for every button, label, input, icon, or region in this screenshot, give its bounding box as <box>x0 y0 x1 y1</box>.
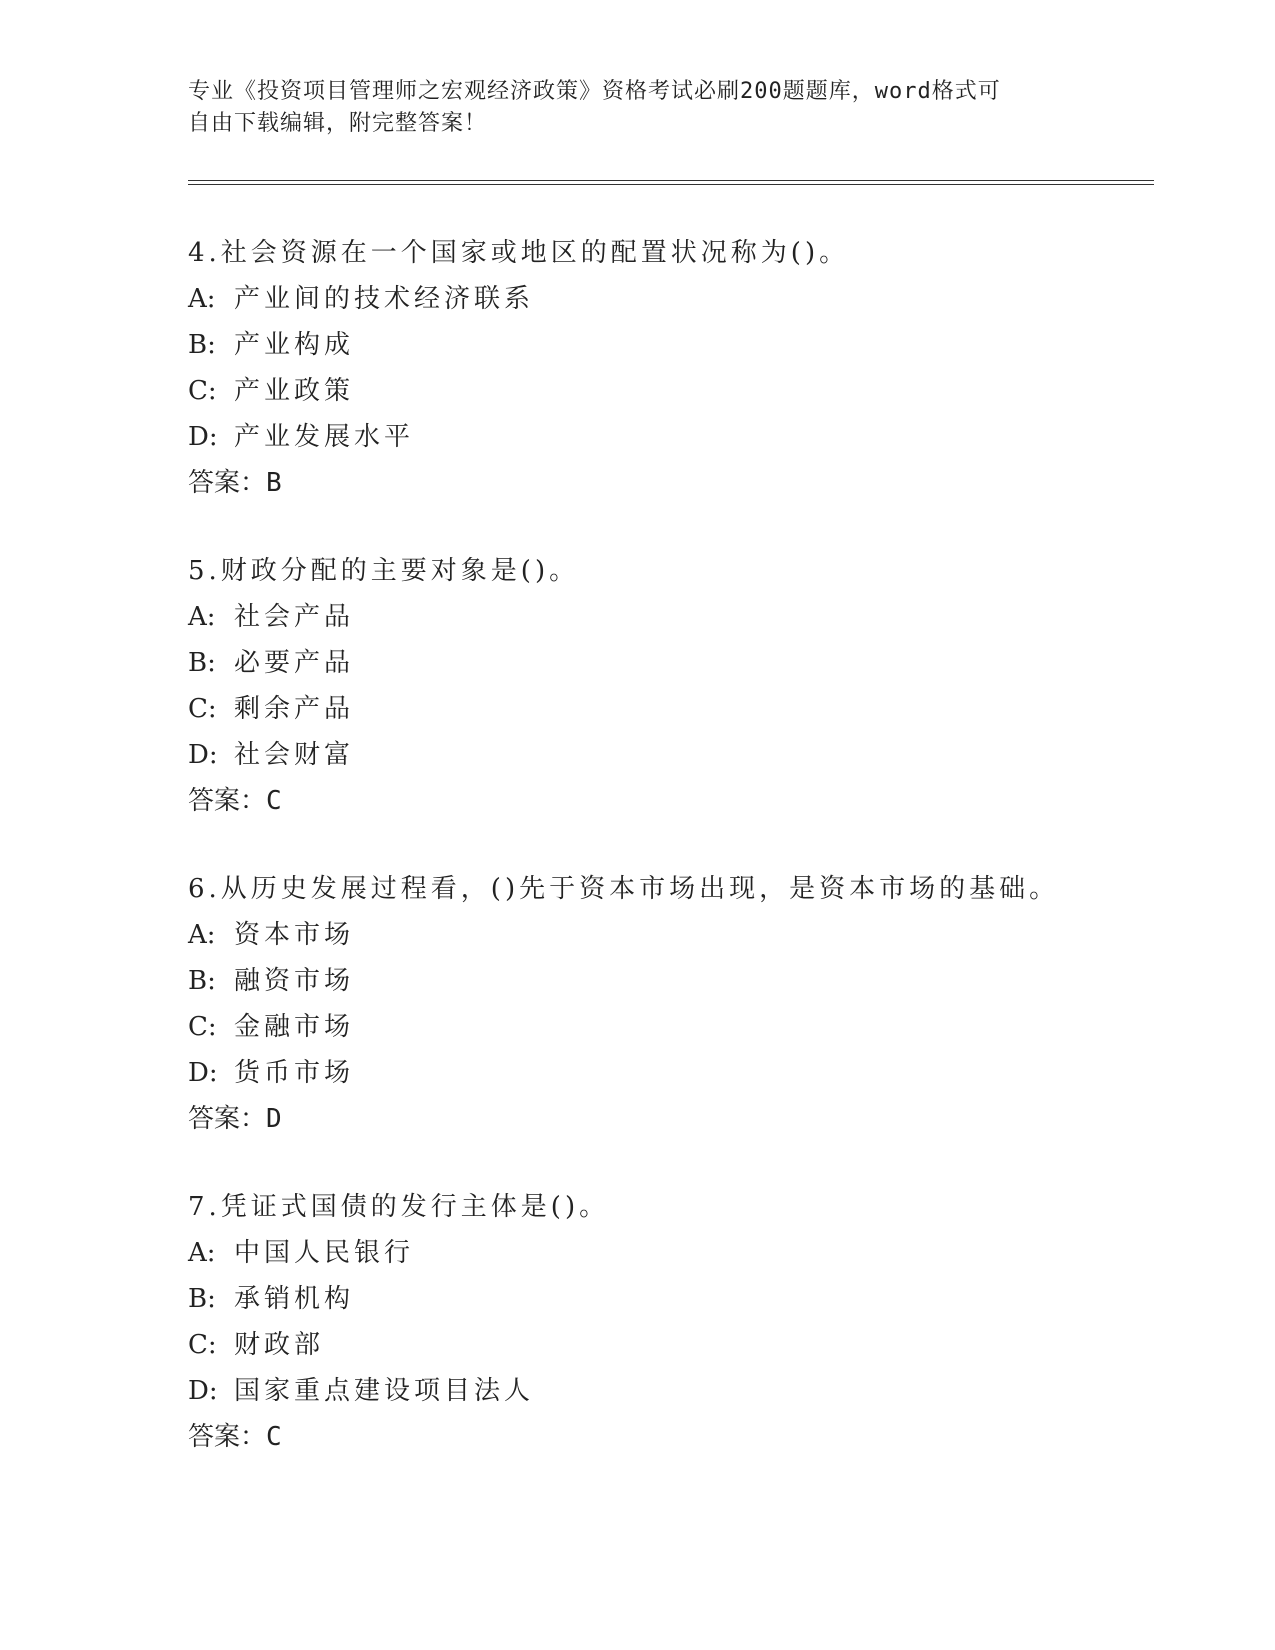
header-line-2: 自由下载编辑，附完整答案！ <box>188 111 488 136</box>
option-a <box>188 276 1168 322</box>
question-block <box>188 866 1168 1142</box>
answer-line <box>188 778 1168 824</box>
option-a <box>188 912 1168 958</box>
answer-value: C <box>266 786 282 816</box>
option-letter: D: <box>188 422 218 452</box>
option-text: 融资市场 <box>234 966 355 996</box>
question-stem: 6.从历史发展过程看，()先于资本市场出现，是资本市场的基础。 <box>188 874 1060 904</box>
option-c <box>188 686 1168 732</box>
option-d <box>188 732 1168 778</box>
question-block <box>188 548 1168 824</box>
option-letter: D: <box>188 1376 218 1406</box>
option-b <box>188 640 1168 686</box>
answer-line <box>188 460 1168 506</box>
option-letter: C: <box>188 1330 217 1360</box>
option-d <box>188 1050 1168 1096</box>
option-letter: C: <box>188 376 217 406</box>
question-block <box>188 1184 1168 1460</box>
option-c <box>188 1322 1168 1368</box>
option-text: 国家重点建设项目法人 <box>234 1376 535 1406</box>
answer-label: 答案： <box>188 786 267 816</box>
option-letter: B: <box>188 330 216 360</box>
option-letter: B: <box>188 966 216 996</box>
answer-label: 答案： <box>188 468 267 498</box>
question-stem: 4.社会资源在一个国家或地区的配置状况称为()。 <box>188 238 850 268</box>
question-stem: 5.财政分配的主要对象是()。 <box>188 556 580 586</box>
option-d <box>188 1368 1168 1414</box>
answer-label: 答案： <box>188 1422 267 1452</box>
option-text: 必要产品 <box>234 648 355 678</box>
option-text: 财政部 <box>234 1330 325 1360</box>
option-c <box>188 1004 1168 1050</box>
option-b <box>188 1276 1168 1322</box>
option-letter: C: <box>188 1012 217 1042</box>
answer-label: 答案： <box>188 1104 267 1134</box>
option-text: 产业政策 <box>234 376 355 406</box>
option-a <box>188 594 1168 640</box>
option-letter: A: <box>188 284 216 314</box>
header-line-1: 专业《投资项目管理师之宏观经济政策》资格考试必刷200题题库，word格式可 <box>188 79 1001 104</box>
option-letter: A: <box>188 602 216 632</box>
option-letter: D: <box>188 1058 218 1088</box>
option-text: 社会产品 <box>234 602 355 632</box>
question-stem: 7.凭证式国债的发行主体是()。 <box>188 1192 610 1222</box>
option-letter: A: <box>188 1238 216 1268</box>
document-header <box>188 76 1088 140</box>
header-divider-bottom <box>188 184 1154 185</box>
option-text: 产业间的技术经济联系 <box>234 284 535 314</box>
option-a <box>188 1230 1168 1276</box>
option-text: 产业发展水平 <box>234 422 415 452</box>
option-letter: B: <box>188 648 216 678</box>
option-text: 承销机构 <box>234 1284 355 1314</box>
answer-value: C <box>266 1422 282 1452</box>
option-b <box>188 322 1168 368</box>
header-divider-top <box>188 180 1154 181</box>
option-text: 货币市场 <box>234 1058 355 1088</box>
option-letter: D: <box>188 740 218 770</box>
option-text: 产业构成 <box>234 330 355 360</box>
option-letter: C: <box>188 694 217 724</box>
option-b <box>188 958 1168 1004</box>
option-c <box>188 368 1168 414</box>
answer-value: D <box>266 1104 282 1134</box>
option-text: 中国人民银行 <box>234 1238 415 1268</box>
option-text: 剩余产品 <box>234 694 355 724</box>
option-letter: B: <box>188 1284 216 1314</box>
answer-line <box>188 1096 1168 1142</box>
option-text: 金融市场 <box>234 1012 355 1042</box>
option-letter: A: <box>188 920 216 950</box>
option-text: 社会财富 <box>234 740 355 770</box>
answer-line <box>188 1414 1168 1460</box>
option-text: 资本市场 <box>234 920 355 950</box>
answer-value: B <box>266 468 282 498</box>
option-d <box>188 414 1168 460</box>
question-block <box>188 230 1168 506</box>
